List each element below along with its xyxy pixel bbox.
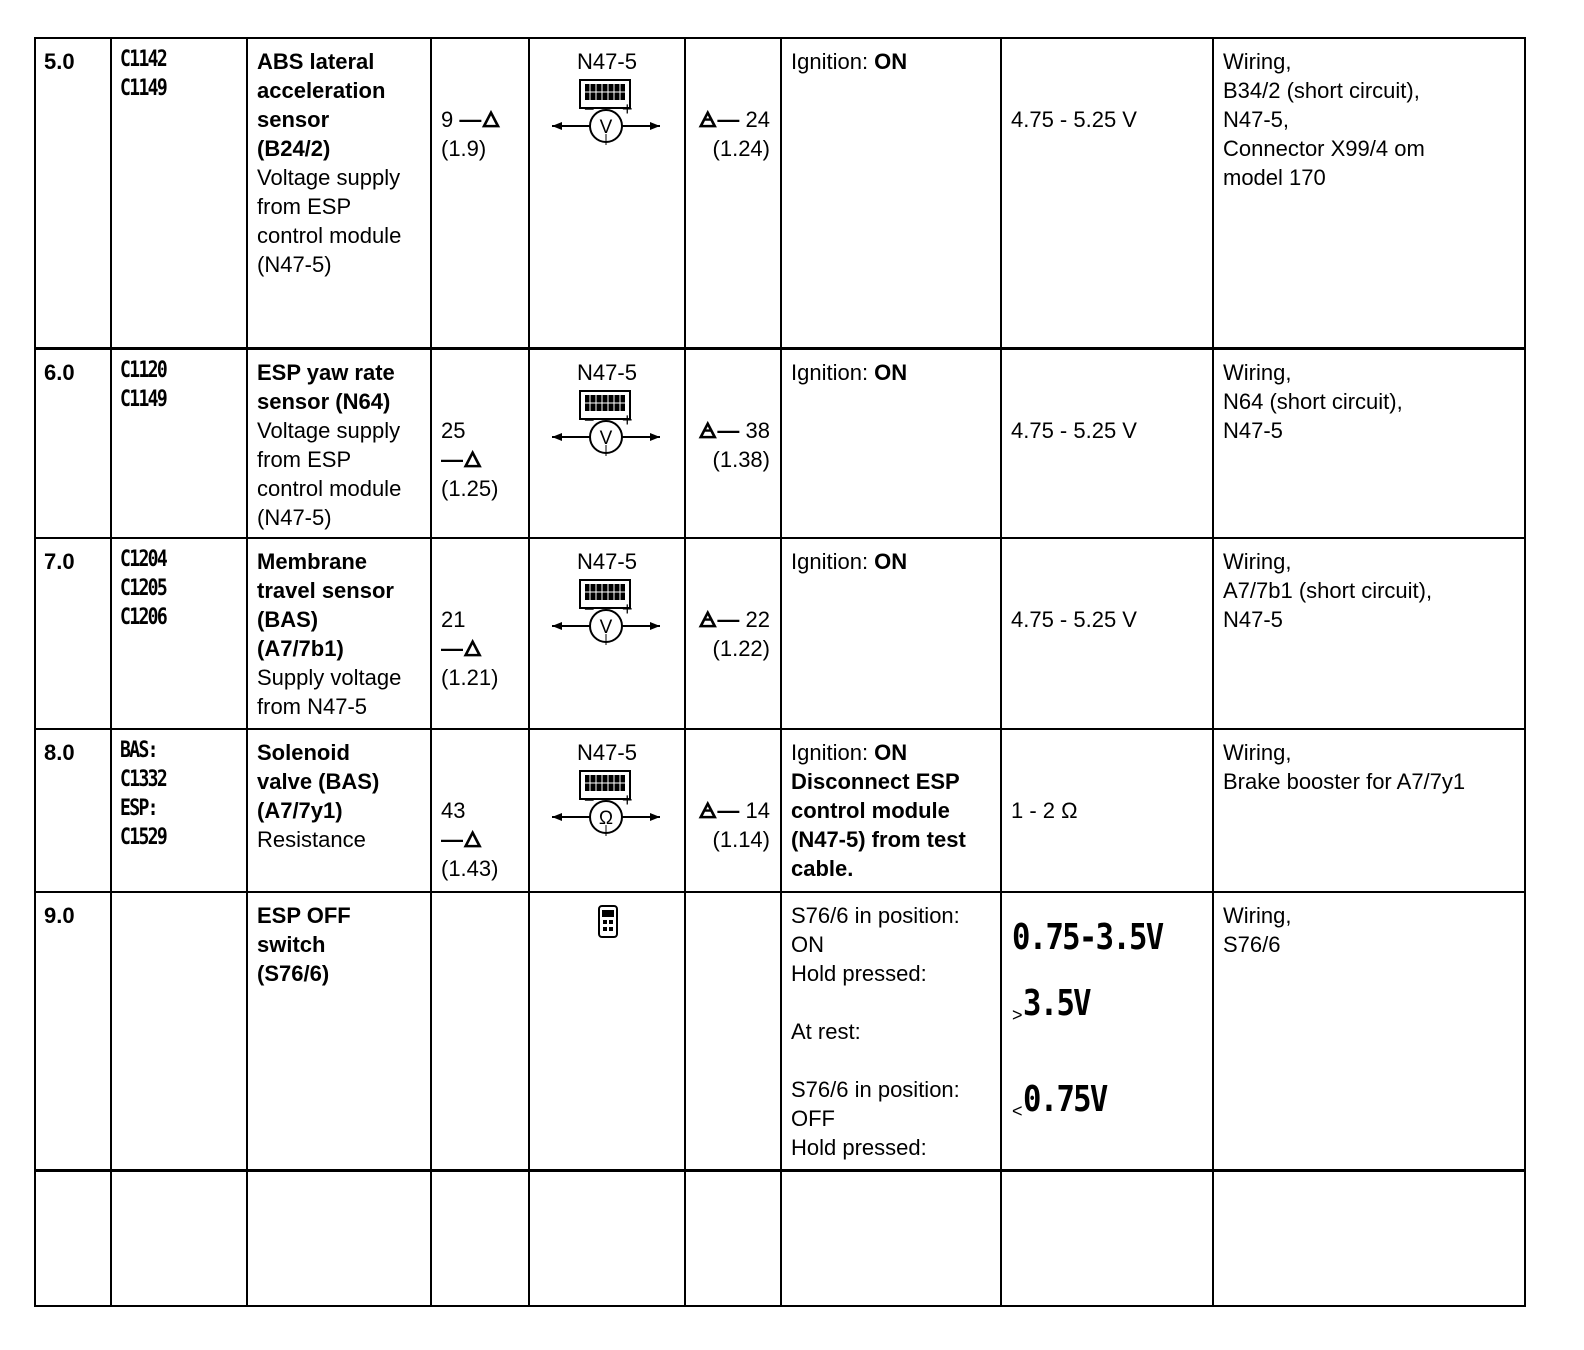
table-row-empty — [35, 1170, 1525, 1306]
component-name: (A7/7b1) — [257, 636, 344, 661]
component-name: switch — [257, 932, 326, 957]
fault-code: C1206 — [120, 605, 167, 630]
pin-left-cell — [431, 729, 529, 892]
pin-right-number: 22 — [745, 607, 770, 632]
cause-cell — [1213, 729, 1525, 892]
fault-code: C1149 — [120, 386, 167, 412]
spec-cell — [1001, 892, 1213, 1170]
spec-value: 1 - 2 Ω — [1011, 798, 1078, 823]
component-name: sensor (N64) — [257, 388, 391, 414]
spec-cell — [1001, 38, 1213, 348]
component-cell — [247, 38, 431, 348]
condition-line: At rest: — [791, 1019, 861, 1044]
empty-cell — [781, 1170, 1001, 1306]
cause-line: Brake booster for A7/7y1 — [1223, 769, 1466, 794]
cause-line: N47-5 — [1223, 417, 1283, 443]
step-number: 9.0 — [35, 892, 111, 1170]
condition-value: ON — [874, 740, 908, 765]
pin-left-number: 9 — [441, 107, 454, 132]
pin-left-cell — [431, 348, 529, 538]
cause-line: Connector X99/4 om — [1223, 136, 1425, 161]
table-row — [35, 38, 1525, 348]
plug-right-icon: 🜁— — [698, 107, 740, 132]
empty-cell — [1213, 1170, 1525, 1306]
cause-line: B34/2 (short circuit), — [1223, 78, 1420, 103]
component-desc: (N47-5) — [257, 252, 332, 277]
pin-right-cell — [685, 729, 781, 892]
meter-cell — [529, 538, 685, 729]
component-cell — [247, 538, 431, 729]
fault-code: C1120 — [120, 357, 167, 383]
fault-code: C1529 — [120, 825, 167, 850]
cause-cell — [1213, 348, 1525, 538]
condition-instruction: Disconnect ESP — [791, 769, 960, 794]
table-row — [35, 538, 1525, 729]
voltmeter-icon — [550, 390, 662, 460]
pin-right-sub: (1.24) — [712, 136, 770, 161]
pin-right-sub: (1.14) — [712, 827, 770, 852]
pin-right-cell — [685, 348, 781, 538]
spec-lcd-value: 0.75-3.5V — [1012, 917, 1163, 958]
socket-left-icon: —🜂 — [459, 107, 501, 132]
empty-cell — [247, 1170, 431, 1306]
component-desc: from N47-5 — [257, 694, 368, 719]
spec-cell — [1001, 538, 1213, 729]
svg-text:V: V — [599, 617, 613, 638]
empty-cell — [111, 1170, 247, 1306]
pin-left-cell — [431, 38, 529, 348]
plug-right-icon: 🜁— — [698, 607, 740, 632]
svg-text:−: − — [584, 409, 595, 430]
fault-codes — [111, 892, 247, 1170]
fault-codes — [111, 538, 223, 729]
component-desc: Voltage supply — [257, 165, 401, 190]
condition-label: Ignition: — [791, 359, 875, 385]
fault-codes — [111, 38, 223, 348]
pin-left-sub: (1.25) — [441, 475, 499, 501]
cause-line: S76/6 — [1223, 932, 1281, 957]
component-cell — [247, 348, 431, 538]
pin-right-cell — [685, 538, 781, 729]
component-name: sensor — [257, 107, 330, 132]
condition-value: ON — [874, 359, 908, 385]
component-name: (A7/7y1) — [257, 798, 343, 823]
pin-left-sub: (1.43) — [441, 856, 499, 881]
pin-right-cell — [685, 38, 781, 348]
condition-line: Hold pressed: — [791, 961, 927, 986]
component-desc: Voltage supply — [257, 417, 401, 443]
condition-cell — [781, 892, 1001, 1170]
cause-line: N64 (short circuit), — [1223, 388, 1403, 414]
condition-line: S76/6 in position: — [791, 1077, 960, 1102]
cause-line: Wiring, — [1223, 49, 1292, 74]
condition-line: Hold pressed: — [791, 1135, 927, 1160]
spec-prefix: < — [1012, 1101, 1023, 1121]
component-desc: control module — [257, 223, 402, 248]
condition-cell — [781, 729, 1001, 892]
pin-left-sub: (1.9) — [441, 136, 487, 161]
cause-line: Wiring, — [1223, 549, 1292, 574]
component-desc: Supply voltage — [257, 665, 402, 690]
fault-code: C1332 — [120, 767, 167, 792]
svg-text:+: + — [622, 409, 633, 430]
component-name: valve (BAS) — [257, 769, 380, 794]
cause-line: A7/7b1 (short circuit), — [1223, 578, 1433, 603]
pin-right-sub: (1.22) — [712, 636, 770, 661]
cause-cell — [1213, 538, 1525, 729]
cause-line: Wiring, — [1223, 359, 1292, 385]
diagnostic-table — [34, 37, 1526, 1307]
fault-code: BAS: — [120, 738, 157, 763]
spec-value: 4.75 - 5.25 V — [1011, 417, 1137, 443]
spec-cell — [1001, 729, 1213, 892]
condition-cell — [781, 348, 1001, 538]
empty-cell — [431, 1170, 529, 1306]
condition-label: Ignition: — [791, 740, 875, 765]
empty-cell — [1001, 1170, 1213, 1306]
fault-code: C1204 — [120, 547, 167, 572]
pin-left-number: 21 — [441, 607, 466, 632]
component-name: (BAS) — [257, 607, 319, 632]
fault-code: C1205 — [120, 576, 167, 601]
spec-value: 4.75 - 5.25 V — [1011, 607, 1137, 632]
svg-text:Ω: Ω — [598, 808, 614, 829]
condition-instruction: cable. — [791, 856, 854, 881]
table-row — [35, 892, 1525, 1170]
step-number: 7.0 — [35, 538, 111, 729]
meter-cell — [529, 729, 685, 892]
condition-instruction: (N47-5) from test — [791, 827, 966, 852]
meter-label: N47-5 — [577, 549, 637, 574]
fault-code: ESP: — [120, 796, 157, 821]
step-number: 8.0 — [35, 729, 111, 892]
component-name: ESP yaw rate — [257, 359, 395, 385]
condition-label: Ignition: — [791, 549, 875, 574]
meter-label: N47-5 — [577, 740, 637, 765]
spec-cell — [1001, 348, 1213, 538]
component-name: Solenoid — [257, 740, 350, 765]
meter-cell — [529, 892, 685, 1170]
fault-code: C1149 — [120, 76, 167, 101]
component-desc: Resistance — [257, 827, 366, 852]
ohmmeter-icon — [550, 770, 662, 840]
table-row — [35, 729, 1525, 892]
fault-code: C1142 — [120, 47, 167, 72]
svg-text:+: + — [622, 599, 633, 619]
pin-right-sub: (1.38) — [712, 446, 770, 472]
empty-cell — [685, 1170, 781, 1306]
empty-cell — [529, 1170, 685, 1306]
condition-line: ON — [791, 932, 824, 957]
component-name: acceleration — [257, 78, 386, 103]
table-row — [35, 348, 1525, 538]
condition-instruction: control module — [791, 798, 950, 823]
cause-cell — [1213, 892, 1525, 1170]
pin-left-cell — [431, 538, 529, 729]
voltmeter-icon — [550, 79, 662, 149]
spec-prefix: > — [1012, 1005, 1023, 1025]
component-name: (S76/6) — [257, 961, 330, 986]
component-name: ABS lateral — [257, 49, 375, 74]
socket-left-icon: —🜂 — [441, 636, 483, 661]
component-name: (B24/2) — [257, 136, 331, 161]
pin-right-number: 24 — [745, 107, 770, 132]
cause-line: Wiring, — [1223, 903, 1292, 928]
step-number: 6.0 — [35, 348, 111, 538]
plug-right-icon: 🜁— — [698, 798, 740, 823]
socket-left-icon: —🜂 — [441, 827, 483, 852]
cause-line: N47-5 — [1223, 607, 1283, 632]
spec-value: 4.75 - 5.25 V — [1011, 107, 1137, 132]
svg-text:+: + — [622, 790, 633, 810]
condition-cell — [781, 538, 1001, 729]
component-name: Membrane — [257, 549, 368, 574]
condition-line: S76/6 in position: — [791, 903, 960, 928]
component-desc: control module — [257, 475, 402, 501]
meter-label: N47-5 — [577, 49, 637, 74]
svg-text:V: V — [599, 117, 613, 138]
condition-label: Ignition: — [791, 49, 875, 74]
fault-codes — [111, 729, 223, 892]
empty-cell — [35, 1170, 111, 1306]
spec-lcd-value: 3.5V — [1022, 983, 1090, 1024]
pin-left-number: 25 — [441, 417, 466, 443]
cause-line: model 170 — [1223, 165, 1326, 190]
component-cell — [247, 729, 431, 892]
svg-text:−: − — [584, 790, 595, 810]
step-number: 5.0 — [35, 38, 111, 348]
component-cell — [247, 892, 431, 1170]
spec-lcd-value: 0.75V — [1022, 1079, 1107, 1120]
condition-value: ON — [874, 49, 908, 74]
plug-right-icon: 🜁— — [698, 417, 740, 443]
component-desc: (N47-5) — [257, 504, 332, 530]
pin-right-number: 14 — [745, 798, 770, 823]
svg-text:V: V — [599, 427, 613, 449]
component-name: ESP OFF — [257, 903, 351, 928]
socket-left-icon: —🜂 — [441, 446, 483, 472]
meter-label: N47-5 — [577, 359, 637, 385]
component-desc: from ESP — [257, 194, 352, 219]
svg-text:+: + — [622, 99, 633, 119]
cause-cell — [1213, 38, 1525, 348]
component-name: travel sensor — [257, 578, 394, 603]
meter-cell — [529, 348, 685, 538]
condition-line: OFF — [791, 1106, 835, 1131]
tester-icon — [596, 905, 620, 939]
component-desc: from ESP — [257, 446, 352, 472]
pin-right-number: 38 — [745, 417, 770, 443]
fault-codes — [111, 348, 223, 538]
pin-left-sub: (1.21) — [441, 665, 499, 690]
cause-line: Wiring, — [1223, 740, 1292, 765]
pin-left-cell — [431, 892, 529, 1170]
voltmeter-icon — [550, 579, 662, 649]
pin-right-cell — [685, 892, 781, 1170]
meter-cell — [529, 38, 685, 348]
condition-cell — [781, 38, 1001, 348]
svg-text:−: − — [584, 599, 595, 619]
cause-line: N47-5, — [1223, 107, 1290, 132]
svg-text:−: − — [584, 99, 595, 119]
condition-value: ON — [874, 549, 908, 574]
pin-left-number: 43 — [441, 798, 466, 823]
